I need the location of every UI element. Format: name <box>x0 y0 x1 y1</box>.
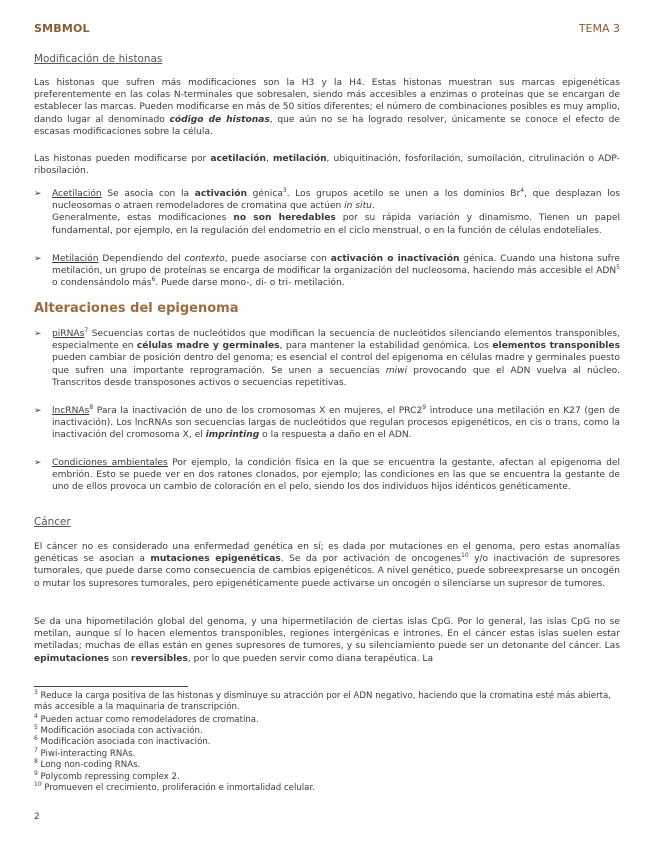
footnote-text: Modificación asociada con activación. <box>37 725 203 736</box>
footnote-number: 8 <box>34 758 38 766</box>
text-run: . Se da por activación de oncogenes <box>280 554 462 565</box>
text-run: Dependiendo del <box>98 254 185 264</box>
footnote-text: Reduce la carga positiva de las histonas y disminuye su atracción por el ADN negativo, haciendo que la cromatina esté más abierta, más accesible a la maquinaria de transcripción. <box>34 691 611 713</box>
text-run: in situ <box>344 201 372 212</box>
footnote-text: Promueven el crecimiento, proliferación e inmortalidad celular. <box>41 782 315 793</box>
bullet-arrow-icon: ➢ <box>34 406 42 416</box>
footnote-text: Long non-coding RNAs. <box>37 760 141 771</box>
text-run: provocando que el ADN vuelva al núcleo. Transcritos desde transposones activos o secuencias repetitivas. <box>52 365 620 388</box>
footnote-text: Pueden actuar como remodeladores de cromatina. <box>37 714 259 725</box>
footnote-number: 9 <box>34 769 38 777</box>
footnote-number: 4 <box>34 712 38 720</box>
footnote-number: 10 <box>34 781 42 789</box>
footnote-text: Polycomb repressing complex 2. <box>37 771 180 782</box>
text-run: no son heredables <box>233 213 336 224</box>
text-run: , que aún no se ha logrado resolver, únicamente se conoce el efecto de escasas modificaciones sobre la célula. <box>34 114 621 137</box>
footnote-number: 6 <box>34 735 38 743</box>
text-run: génica <box>247 189 283 199</box>
text-run: , que desplazan los nucleosomas o atraen remodeladores de cromatina que actúen <box>52 189 620 212</box>
text-run: Se asocia con la <box>101 189 195 199</box>
footnote-text: Piwi-interacting RNAs. <box>37 748 136 759</box>
footnote-ref: 8 <box>89 403 94 411</box>
footnote-ref: 6 <box>151 276 156 284</box>
footnote-ref: 4 <box>520 186 525 194</box>
text-run: Para la inactivación de uno de los cromosomas X en mujeres, el PRC2 <box>93 406 423 416</box>
text-run: o condensándolo más <box>52 278 152 289</box>
text-run: o la respuesta a daño en el ADN. <box>259 430 412 441</box>
text-run: contexto <box>184 254 225 264</box>
footnote-number: 7 <box>34 746 38 754</box>
text-run: Secuencias cortas de nucleótidos que modifican la secuencia de nucleótidos silenciando elementos transponibles, especialmente en <box>52 329 620 352</box>
footnote-separator <box>34 686 188 687</box>
text-run: Se da una hipometilación global del genoma, y una hipermetilación de ciertas islas CpG. Por lo general, las islas CpG no se metilan, aunque sí lo hacen elementos transponibles, regiones intergénicas e intrones. En el cáncer estas islas suelen estar metiladas; muchas de ellas están en genes supresores de tumores, y su silenciamiento puede ser un detonante del cáncer. Las <box>34 617 620 652</box>
text-run: lncRNAs <box>52 406 90 416</box>
page-number: 2 <box>34 812 40 822</box>
footnote <box>34 783 620 794</box>
list-item <box>34 457 621 494</box>
text-run: Las histonas que sufren más modificaciones son la H3 y la H4. Estas histonas muestran sus marcas epigenéticas preferentemente en las colas N-terminales que sobresalen, siendo más accesibles a enzimas o proteínas que se encargan de establecer las marcas. Pueden modificarse en más de 50 sitios diferentes; el número de combinaciones posibles es muy amplio, dando lugar al denominado <box>34 78 620 125</box>
text-run: elementos transponibles <box>492 341 620 352</box>
footnote-ref: 10 <box>461 552 469 560</box>
section-title-cancer: Cáncer <box>34 516 71 528</box>
text-run: metilación <box>272 154 327 164</box>
footnote <box>34 691 620 714</box>
footnote <box>34 712 620 726</box>
text-run: El cáncer no es considerado una enfermedad genética en sí; es dada por mutaciones en el genoma, pero estas anomalías genéticas se asocian a <box>34 542 620 565</box>
header-topic: TEMA 3 <box>578 22 620 35</box>
text-run: Acetilación <box>52 189 102 199</box>
paragraph <box>34 77 620 138</box>
text-run: . Puede darse mono-, di- o tri- metilación. <box>155 278 345 289</box>
bullet-arrow-icon: ➢ <box>34 189 42 199</box>
text-run: , por lo que pueden servir como diana terapéutica. La <box>187 653 434 664</box>
footnote <box>34 726 620 737</box>
text-run: acetilación <box>210 154 266 164</box>
header-course: SMBMOL <box>34 22 90 35</box>
text-run: epimutaciones <box>34 653 110 664</box>
heading-epigenome-alterations: Alteraciones del epigenoma <box>34 301 239 316</box>
text-run: , ubiquitinación, fosforilación, sumoilación, citrulinación o ADP-ribosilación. <box>34 154 620 177</box>
footnote-number: 3 <box>34 689 38 697</box>
footnote-ref: 5 <box>616 264 620 272</box>
bullet-arrow-icon: ➢ <box>34 254 42 264</box>
text-run: imprinting <box>205 430 260 441</box>
footnote <box>34 769 620 783</box>
text-run: , para mantener la estabilidad genómica. Los <box>279 341 493 352</box>
text-run: génica. Cuando una histona sufre metilación, un grupo de proteínas se encarga de modificar la organización del nucleosoma, haciendo más accesible el ADN <box>52 254 621 277</box>
footnote-ref: 7 <box>84 326 89 334</box>
text-run: activación <box>194 189 248 199</box>
footnote-ref: 3 <box>282 186 287 194</box>
text-run: activación o inactivación <box>330 254 460 264</box>
text-run: código de histonas <box>169 114 270 125</box>
text-run: Generalmente, estas modificaciones <box>52 213 234 224</box>
text-run: Condiciones ambientales <box>52 458 168 468</box>
list-item <box>34 253 621 290</box>
text-run: introduce una metilación en K27 (gen de inactivación). Los lncRNAs son secuencias largas de nucleótidos que regulan procesos epigenéticos, en cis o trans, como la inactivación del cromosoma X, el <box>52 406 620 441</box>
page-header <box>34 22 620 38</box>
footnote-number: 5 <box>34 724 38 732</box>
paragraph <box>34 541 620 590</box>
text-run: , <box>266 154 273 164</box>
footnote <box>34 746 620 760</box>
text-run: Las histonas pueden modificarse por <box>34 154 211 164</box>
list-item <box>34 326 620 389</box>
list-item <box>34 403 620 442</box>
text-run: pueden cambiar de posición dentro del genoma; es esencial el control del epigenoma en células madre y germinales puesto que sufren una importante reprogramación. Se unen a secuencias <box>52 353 620 376</box>
text-run: por su rápida variación y dinamismo. Tienen un papel fundamental, por ejemplo, en la regulación del endometrio en el ciclo menstrual, o en la función de células endoteliales. <box>52 213 620 236</box>
text-run: y/o inactivación de supresores tumorales, que puede darse como consecuencia de cambios epigenéticos. A nivel genético, puede sobreexpresarse un oncogén o mutar los supresores tumorales, pero epigenéticamente puede activarse un oncogén o silenciarse un supresor de tumores. <box>34 554 620 589</box>
section-title-histone-modification: Modificación de histonas <box>34 53 163 65</box>
text-run: . Los grupos acetilo se unen a los dominios Br <box>286 189 521 199</box>
footnote <box>34 760 620 771</box>
paragraph <box>34 153 620 177</box>
text-run: miwi <box>385 365 408 376</box>
footnote <box>34 737 620 748</box>
footnote-text: Modificación asociada con inactivación. <box>37 737 211 748</box>
list-item <box>34 186 620 237</box>
text-run: piRNAs <box>52 329 85 339</box>
text-run: , puede asociarse con <box>224 254 331 264</box>
text-run: son <box>109 653 131 664</box>
footnote-ref: 9 <box>422 403 427 411</box>
text-run: Por ejemplo, la condición física en la que se encuentra la gestante, afectan al epigenoma del embrión. Esto se puede ver en dos ratones clonados, por ejemplo; las condiciones en las que se encuentra la gestante de uno de ellos provoca un cambio de coloración en el pelo, siendo los dos individuos hijos idénticos genéticamente. <box>52 458 621 493</box>
paragraph <box>34 616 620 665</box>
text-run: . <box>371 201 375 212</box>
bullet-arrow-icon: ➢ <box>34 329 42 339</box>
text-run: Metilación <box>52 254 99 264</box>
text-run: reversibles <box>130 653 188 664</box>
text-run: células madre y germinales <box>136 341 280 352</box>
text-run: mutaciones epigenéticas <box>150 554 281 565</box>
bullet-arrow-icon: ➢ <box>34 458 42 468</box>
